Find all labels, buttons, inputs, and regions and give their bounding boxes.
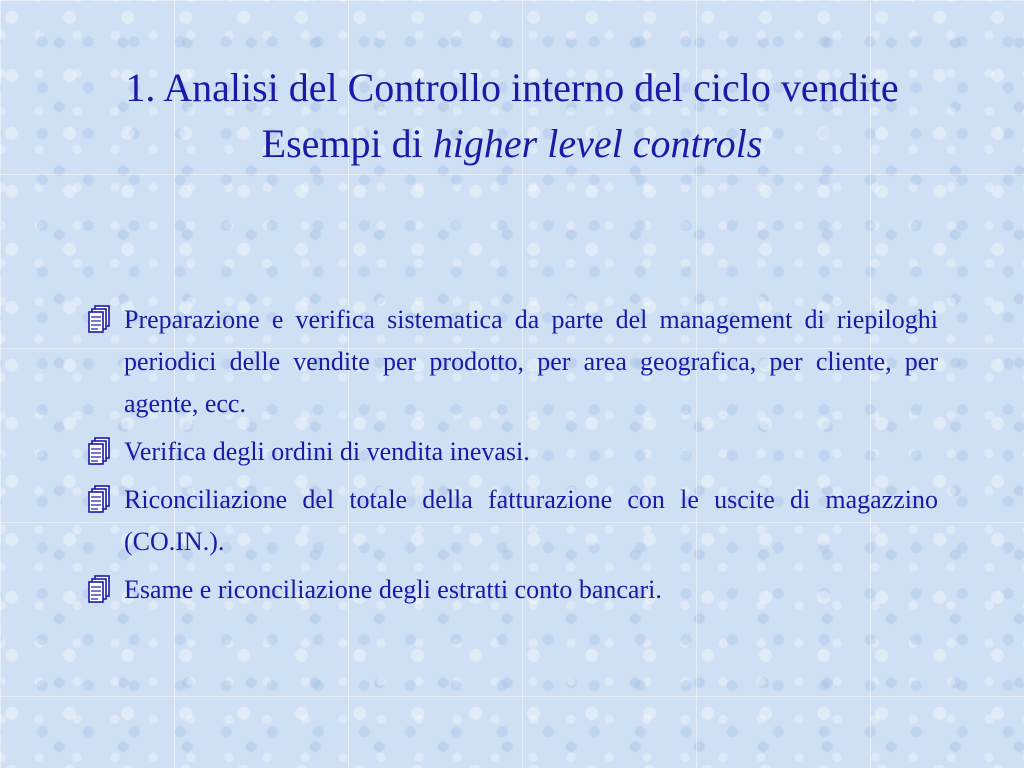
bullet-item: [86, 299, 938, 425]
bullet-text: Verifica degli ordini di vendita inevasi.: [124, 437, 530, 466]
bullet-text: Esame e riconciliazione degli estratti conto bancari.: [124, 575, 662, 604]
bullet-item: [86, 431, 938, 473]
document-stack-icon: [86, 569, 124, 611]
slide-title: [0, 60, 1024, 172]
title-line-2-italic: higher level controls: [432, 121, 763, 166]
bullet-item: [86, 479, 938, 563]
document-stack-icon: [86, 479, 124, 521]
document-stack-icon: [86, 431, 124, 473]
bullet-list: [86, 299, 938, 617]
bullet-item: [86, 569, 938, 611]
title-line-2: [0, 116, 1024, 172]
bullet-text: Riconciliazione del totale della fatturazione con le uscite di magazzino (CO.IN.).: [124, 485, 938, 556]
document-stack-icon: [86, 299, 124, 341]
title-line-2-prefix: Esempi di: [261, 121, 433, 166]
bullet-text: Preparazione e verifica sistematica da parte del management di riepiloghi periodici delle vendite per prodotto, per area geografica, per cliente, per agente, ecc.: [124, 305, 938, 418]
title-line-1: 1. Analisi del Controllo interno del ciclo vendite: [125, 65, 899, 110]
